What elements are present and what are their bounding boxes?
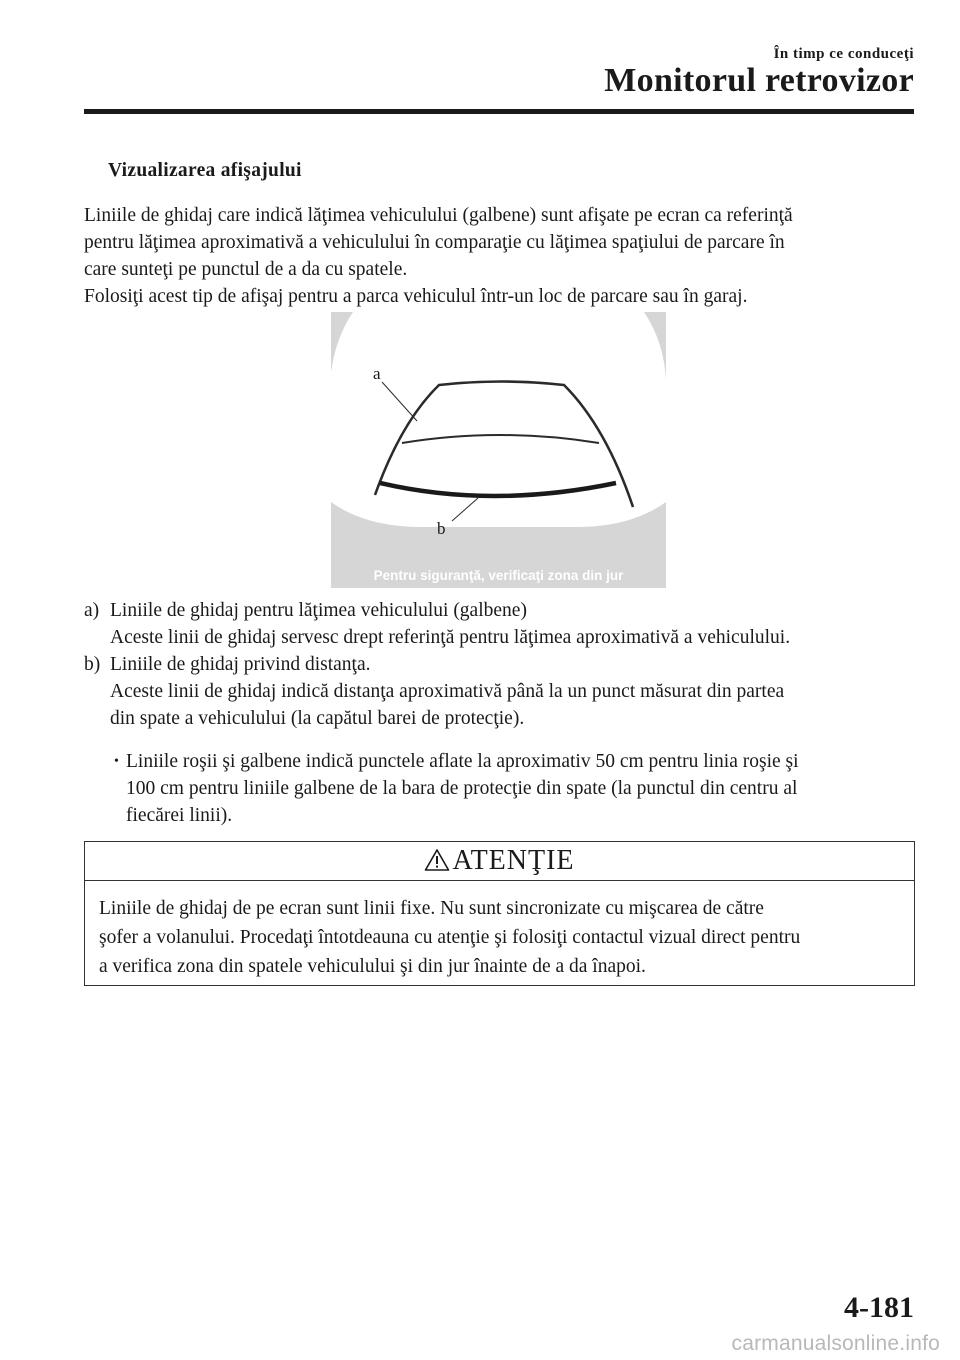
bullet-dot: • [114, 754, 119, 769]
warning-body [85, 881, 914, 981]
subheading: Vizualizarea afişajului [108, 160, 302, 181]
warning-box [84, 841, 915, 986]
camera-screen-diagram [331, 312, 666, 588]
intro-line: care sunteţi pe punctul de a da cu spatele. [84, 259, 408, 280]
screen-caption: Pentru siguranţă, verificaţi zona din jur [373, 568, 624, 583]
legend-line: Liniile de ghidaj pentru lăţimea vehiculului (galbene) [110, 600, 527, 621]
legend-item-b [84, 651, 914, 732]
page-title: Monitorul retrovizor [604, 62, 914, 99]
intro-line: Liniile de ghidaj care indică lăţimea vehiculului (galbene) sunt afişate pe ecran ca referinţă [84, 205, 793, 226]
rear-camera-figure [331, 312, 666, 588]
legend-marker: a) [84, 600, 100, 621]
bullet-line: 100 cm pentru liniile galbene de la bara de protecţie din spate (la punctul din centru al [126, 778, 798, 799]
warning-line: Liniile de ghidaj de pe ecran sunt linii fixe. Nu sunt sincronizate cu mişcarea de către [99, 898, 764, 919]
intro-line: Folosiţi acest tip de afişaj pentru a parca vehiculul într-un loc de parcare sau în garaj. [84, 286, 748, 307]
legend-list [84, 597, 914, 829]
figure-label-b: b [437, 519, 446, 538]
intro-line: pentru lăţimea aproximativă a vehiculului în comparaţie cu lăţimea spaţiului de parcare în [84, 232, 785, 253]
watermark: carmanualsonline.info [731, 1332, 940, 1355]
warning-header [85, 842, 914, 881]
warning-line: şofer a volanului. Procedaţi întotdeauna cu atenţie şi folosiţi contactul vizual direct pentru [99, 927, 801, 948]
legend-line: Aceste linii de ghidaj servesc drept referinţă pentru lăţimea aproximativă a vehiculului. [110, 627, 791, 648]
section-label: În timp ce conduceţi [773, 46, 914, 62]
bullet-line: fiecărei linii). [126, 805, 233, 826]
intro-paragraph [84, 202, 914, 310]
legend-line: din spate a vehiculului (la capătul barei de protecţie). [110, 708, 525, 729]
warning-triangle-icon [424, 848, 450, 872]
legend-marker: b) [84, 654, 101, 675]
warning-title: ATENŢIE [452, 845, 575, 876]
legend-item-a [84, 597, 914, 651]
note-bullet [84, 748, 914, 829]
warning-line: a verifica zona din spatele vehiculului şi din jur înainte de a da înapoi. [99, 956, 646, 977]
page-number: 4-181 [844, 1291, 914, 1324]
header-rule [84, 109, 914, 114]
legend-line: Liniile de ghidaj privind distanţa. [110, 654, 371, 675]
bullet-line: Liniile roşii şi galbene indică punctele aflate la aproximativ 50 cm pentru linia roşie şi [126, 751, 799, 772]
figure-label-a: a [373, 364, 381, 383]
legend-line: Aceste linii de ghidaj indică distanţa aproximativă până la un punct măsurat din partea [110, 681, 785, 702]
